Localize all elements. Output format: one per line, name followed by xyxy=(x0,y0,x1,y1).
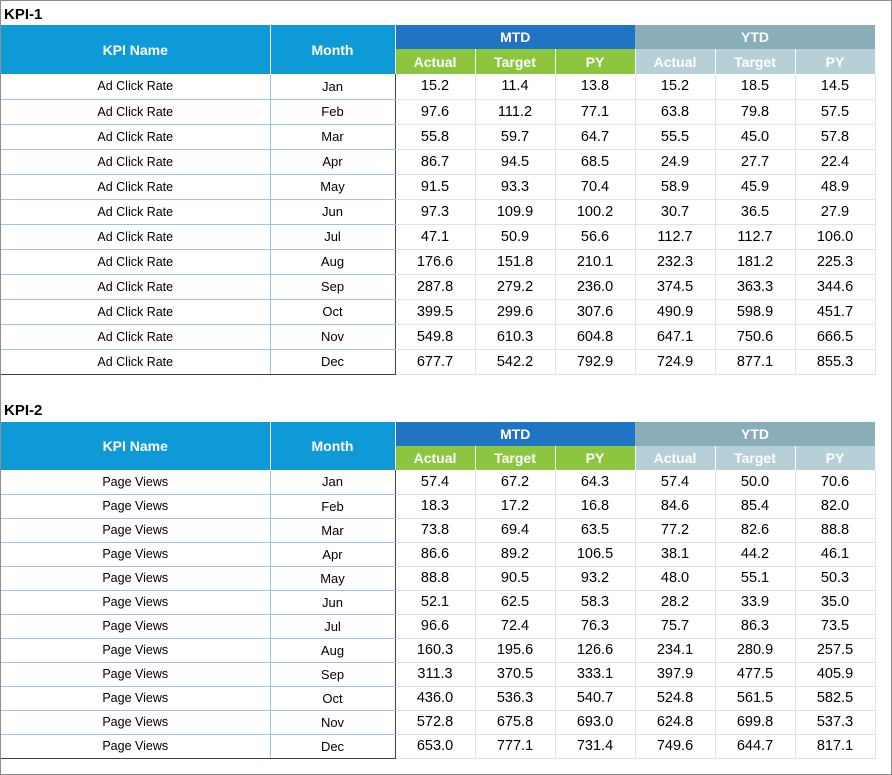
kpi-2-table xyxy=(1,422,876,759)
month-cell[interactable]: Feb xyxy=(270,99,395,124)
mtd-target-cell[interactable]: 536.3 xyxy=(475,686,555,710)
kpi-1-rows xyxy=(1,74,875,374)
mtd-actual-cell[interactable]: 73.8 xyxy=(395,518,475,542)
mtd-py-cell[interactable]: 731.4 xyxy=(555,734,635,758)
mtd-actual-cell[interactable]: 86.7 xyxy=(395,149,475,174)
ytd-actual-cell[interactable]: 397.9 xyxy=(635,662,715,686)
month-cell[interactable]: Oct xyxy=(270,686,395,710)
mtd-py-cell[interactable]: 70.4 xyxy=(555,174,635,199)
month-cell[interactable]: Sep xyxy=(270,662,395,686)
kpi-name-cell[interactable]: Ad Click Rate xyxy=(1,99,270,124)
ytd-py-cell[interactable]: 225.3 xyxy=(795,249,875,274)
mtd-target-header: Target xyxy=(475,49,555,74)
ytd-py-header: PY xyxy=(795,446,875,470)
ytd-actual-cell[interactable]: 647.1 xyxy=(635,324,715,349)
mtd-actual-header: Actual xyxy=(395,446,475,470)
month-cell[interactable]: Jan xyxy=(270,470,395,494)
kpi-name-cell[interactable]: Ad Click Rate xyxy=(1,224,270,249)
ytd-actual-cell[interactable]: 63.8 xyxy=(635,99,715,124)
month-header: Month xyxy=(270,25,395,74)
ytd-actual-cell[interactable]: 524.8 xyxy=(635,686,715,710)
mtd-py-cell[interactable]: 56.6 xyxy=(555,224,635,249)
month-cell[interactable]: Nov xyxy=(270,710,395,734)
kpi-name-cell[interactable]: Ad Click Rate xyxy=(1,199,270,224)
ytd-actual-cell[interactable]: 84.6 xyxy=(635,494,715,518)
kpi-name-cell[interactable]: Page Views xyxy=(1,662,270,686)
ytd-actual-cell[interactable]: 749.6 xyxy=(635,734,715,758)
ytd-header: YTD xyxy=(635,422,875,446)
mtd-target-cell[interactable]: 299.6 xyxy=(475,299,555,324)
ytd-actual-cell[interactable]: 112.7 xyxy=(635,224,715,249)
kpi-name-cell[interactable]: Page Views xyxy=(1,542,270,566)
ytd-py-cell[interactable]: 88.8 xyxy=(795,518,875,542)
mtd-py-cell[interactable]: 77.1 xyxy=(555,99,635,124)
kpi-name-cell[interactable]: Page Views xyxy=(1,734,270,758)
mtd-py-cell[interactable]: 106.5 xyxy=(555,542,635,566)
ytd-target-cell[interactable]: 181.2 xyxy=(715,249,795,274)
ytd-py-cell[interactable]: 57.8 xyxy=(795,124,875,149)
month-cell[interactable]: Jun xyxy=(270,199,395,224)
mtd-actual-cell[interactable]: 97.6 xyxy=(395,99,475,124)
mtd-py-header: PY xyxy=(555,49,635,74)
ytd-py-cell[interactable]: 22.4 xyxy=(795,149,875,174)
mtd-py-cell[interactable]: 64.7 xyxy=(555,124,635,149)
mtd-target-cell[interactable]: 90.5 xyxy=(475,566,555,590)
mtd-py-cell[interactable]: 58.3 xyxy=(555,590,635,614)
mtd-target-cell[interactable]: 89.2 xyxy=(475,542,555,566)
mtd-actual-cell[interactable]: 86.6 xyxy=(395,542,475,566)
month-cell[interactable]: Jun xyxy=(270,590,395,614)
table-row xyxy=(1,124,875,149)
ytd-actual-cell[interactable]: 234.1 xyxy=(635,638,715,662)
ytd-actual-cell[interactable]: 57.4 xyxy=(635,470,715,494)
mtd-target-cell[interactable]: 67.2 xyxy=(475,470,555,494)
table-row xyxy=(1,224,875,249)
mtd-target-cell[interactable]: 69.4 xyxy=(475,518,555,542)
kpi-name-cell[interactable]: Ad Click Rate xyxy=(1,249,270,274)
mtd-py-cell[interactable]: 93.2 xyxy=(555,566,635,590)
kpi-name-cell[interactable]: Page Views xyxy=(1,518,270,542)
ytd-actual-cell[interactable]: 77.2 xyxy=(635,518,715,542)
ytd-actual-cell[interactable]: 48.0 xyxy=(635,566,715,590)
ytd-target-cell[interactable]: 112.7 xyxy=(715,224,795,249)
ytd-py-cell[interactable]: 666.5 xyxy=(795,324,875,349)
ytd-target-cell[interactable]: 699.8 xyxy=(715,710,795,734)
ytd-actual-cell[interactable]: 38.1 xyxy=(635,542,715,566)
mtd-target-cell[interactable]: 11.4 xyxy=(475,74,555,99)
mtd-py-cell[interactable]: 540.7 xyxy=(555,686,635,710)
ytd-py-cell[interactable]: 14.5 xyxy=(795,74,875,99)
ytd-header: YTD xyxy=(635,25,875,49)
mtd-target-header: Target xyxy=(475,446,555,470)
ytd-py-cell[interactable]: 582.5 xyxy=(795,686,875,710)
ytd-target-cell[interactable]: 50.0 xyxy=(715,470,795,494)
kpi-1-table xyxy=(1,25,876,375)
kpi-name-cell[interactable]: Ad Click Rate xyxy=(1,74,270,99)
mtd-header: MTD xyxy=(395,422,635,446)
mtd-actual-cell[interactable]: 18.3 xyxy=(395,494,475,518)
mtd-target-cell[interactable]: 610.3 xyxy=(475,324,555,349)
table-row xyxy=(1,638,875,662)
ytd-py-cell[interactable]: 405.9 xyxy=(795,662,875,686)
ytd-actual-cell[interactable]: 624.8 xyxy=(635,710,715,734)
mtd-py-cell[interactable]: 792.9 xyxy=(555,349,635,374)
table-row xyxy=(1,542,875,566)
mtd-py-cell[interactable]: 604.8 xyxy=(555,324,635,349)
ytd-target-header: Target xyxy=(715,49,795,74)
ytd-py-cell[interactable]: 46.1 xyxy=(795,542,875,566)
month-cell[interactable]: Mar xyxy=(270,124,395,149)
mtd-py-cell[interactable]: 76.3 xyxy=(555,614,635,638)
month-cell[interactable]: Apr xyxy=(270,542,395,566)
table-row xyxy=(1,299,875,324)
mtd-target-cell[interactable]: 17.2 xyxy=(475,494,555,518)
ytd-target-cell[interactable]: 363.3 xyxy=(715,274,795,299)
month-cell[interactable]: Feb xyxy=(270,494,395,518)
mtd-py-cell[interactable]: 333.1 xyxy=(555,662,635,686)
month-cell[interactable]: Aug xyxy=(270,638,395,662)
table-row xyxy=(1,174,875,199)
mtd-actual-cell[interactable]: 97.3 xyxy=(395,199,475,224)
mtd-py-cell[interactable]: 210.1 xyxy=(555,249,635,274)
ytd-py-cell[interactable]: 344.6 xyxy=(795,274,875,299)
mtd-target-cell[interactable]: 72.4 xyxy=(475,614,555,638)
kpi-2-title: KPI-2 xyxy=(4,402,43,419)
ytd-actual-cell[interactable]: 724.9 xyxy=(635,349,715,374)
mtd-actual-cell[interactable]: 55.8 xyxy=(395,124,475,149)
month-cell[interactable]: Sep xyxy=(270,274,395,299)
mtd-target-cell[interactable]: 370.5 xyxy=(475,662,555,686)
table-row xyxy=(1,349,875,374)
ytd-actual-cell[interactable]: 490.9 xyxy=(635,299,715,324)
mtd-target-cell[interactable]: 279.2 xyxy=(475,274,555,299)
mtd-actual-cell[interactable]: 311.3 xyxy=(395,662,475,686)
table-row xyxy=(1,518,875,542)
month-header: Month xyxy=(270,422,395,470)
month-cell[interactable]: May xyxy=(270,566,395,590)
kpi-name-header: KPI Name xyxy=(1,422,270,470)
mtd-actual-header: Actual xyxy=(395,49,475,74)
mtd-target-cell[interactable]: 94.5 xyxy=(475,149,555,174)
table-row xyxy=(1,99,875,124)
table-row xyxy=(1,614,875,638)
ytd-py-cell[interactable]: 35.0 xyxy=(795,590,875,614)
kpi-name-cell[interactable]: Page Views xyxy=(1,494,270,518)
ytd-py-cell[interactable]: 817.1 xyxy=(795,734,875,758)
ytd-target-header: Target xyxy=(715,446,795,470)
ytd-py-cell[interactable]: 855.3 xyxy=(795,349,875,374)
kpi-name-cell[interactable]: Page Views xyxy=(1,638,270,662)
ytd-target-cell[interactable]: 750.6 xyxy=(715,324,795,349)
ytd-target-cell[interactable]: 44.2 xyxy=(715,542,795,566)
mtd-py-cell[interactable]: 16.8 xyxy=(555,494,635,518)
ytd-actual-cell[interactable]: 58.9 xyxy=(635,174,715,199)
ytd-py-cell[interactable]: 106.0 xyxy=(795,224,875,249)
mtd-actual-cell[interactable]: 677.7 xyxy=(395,349,475,374)
ytd-target-cell[interactable]: 86.3 xyxy=(715,614,795,638)
ytd-target-cell[interactable]: 33.9 xyxy=(715,590,795,614)
ytd-py-cell[interactable]: 70.6 xyxy=(795,470,875,494)
mtd-target-cell[interactable]: 675.8 xyxy=(475,710,555,734)
kpi-1-title: KPI-1 xyxy=(4,6,43,23)
mtd-py-cell[interactable]: 63.5 xyxy=(555,518,635,542)
kpi-name-cell[interactable]: Ad Click Rate xyxy=(1,274,270,299)
mtd-actual-cell[interactable]: 52.1 xyxy=(395,590,475,614)
table-row xyxy=(1,662,875,686)
ytd-target-cell[interactable]: 561.5 xyxy=(715,686,795,710)
table-row xyxy=(1,494,875,518)
kpi-name-header: KPI Name xyxy=(1,25,270,74)
mtd-target-cell[interactable]: 109.9 xyxy=(475,199,555,224)
kpi-name-cell[interactable]: Page Views xyxy=(1,590,270,614)
month-cell[interactable]: Apr xyxy=(270,149,395,174)
ytd-py-header: PY xyxy=(795,49,875,74)
kpi-name-cell[interactable]: Ad Click Rate xyxy=(1,149,270,174)
ytd-py-cell[interactable]: 451.7 xyxy=(795,299,875,324)
mtd-target-cell[interactable]: 542.2 xyxy=(475,349,555,374)
mtd-actual-cell[interactable]: 572.8 xyxy=(395,710,475,734)
mtd-target-cell[interactable]: 93.3 xyxy=(475,174,555,199)
month-cell[interactable]: Jul xyxy=(270,614,395,638)
kpi-name-cell[interactable]: Page Views xyxy=(1,566,270,590)
table-row xyxy=(1,686,875,710)
table-row xyxy=(1,324,875,349)
mtd-target-cell[interactable]: 59.7 xyxy=(475,124,555,149)
kpi-name-cell[interactable]: Page Views xyxy=(1,710,270,734)
table-row xyxy=(1,566,875,590)
ytd-target-cell[interactable]: 477.5 xyxy=(715,662,795,686)
ytd-target-cell[interactable]: 877.1 xyxy=(715,349,795,374)
kpi-name-cell[interactable]: Ad Click Rate xyxy=(1,349,270,374)
table-row xyxy=(1,590,875,614)
mtd-py-cell[interactable]: 68.5 xyxy=(555,149,635,174)
mtd-actual-cell[interactable]: 47.1 xyxy=(395,224,475,249)
ytd-target-cell[interactable]: 45.9 xyxy=(715,174,795,199)
ytd-py-cell[interactable]: 73.5 xyxy=(795,614,875,638)
ytd-target-cell[interactable]: 85.4 xyxy=(715,494,795,518)
mtd-target-cell[interactable]: 50.9 xyxy=(475,224,555,249)
month-cell[interactable]: Oct xyxy=(270,299,395,324)
mtd-actual-cell[interactable]: 88.8 xyxy=(395,566,475,590)
mtd-py-cell[interactable]: 693.0 xyxy=(555,710,635,734)
ytd-actual-header: Actual xyxy=(635,49,715,74)
kpi-name-cell[interactable]: Ad Click Rate xyxy=(1,299,270,324)
mtd-target-cell[interactable]: 62.5 xyxy=(475,590,555,614)
mtd-target-cell[interactable]: 151.8 xyxy=(475,249,555,274)
ytd-py-cell[interactable]: 537.3 xyxy=(795,710,875,734)
ytd-py-cell[interactable]: 57.5 xyxy=(795,99,875,124)
ytd-actual-cell[interactable]: 374.5 xyxy=(635,274,715,299)
month-cell[interactable]: Dec xyxy=(270,734,395,758)
ytd-py-cell[interactable]: 82.0 xyxy=(795,494,875,518)
month-cell[interactable]: Dec xyxy=(270,349,395,374)
mtd-py-cell[interactable]: 13.8 xyxy=(555,74,635,99)
mtd-actual-cell[interactable]: 399.5 xyxy=(395,299,475,324)
mtd-py-cell[interactable]: 307.6 xyxy=(555,299,635,324)
mtd-py-header: PY xyxy=(555,446,635,470)
table-row xyxy=(1,74,875,99)
table-row xyxy=(1,149,875,174)
mtd-actual-cell[interactable]: 160.3 xyxy=(395,638,475,662)
ytd-target-cell[interactable]: 18.5 xyxy=(715,74,795,99)
table-row xyxy=(1,734,875,758)
ytd-target-cell[interactable]: 280.9 xyxy=(715,638,795,662)
mtd-target-cell[interactable]: 777.1 xyxy=(475,734,555,758)
kpi-name-cell[interactable]: Ad Click Rate xyxy=(1,124,270,149)
table-row xyxy=(1,274,875,299)
mtd-actual-cell[interactable]: 57.4 xyxy=(395,470,475,494)
ytd-target-cell[interactable]: 27.7 xyxy=(715,149,795,174)
kpi-name-cell[interactable]: Page Views xyxy=(1,470,270,494)
mtd-target-cell[interactable]: 111.2 xyxy=(475,99,555,124)
ytd-actual-cell[interactable]: 30.7 xyxy=(635,199,715,224)
month-cell[interactable]: Mar xyxy=(270,518,395,542)
mtd-target-cell[interactable]: 195.6 xyxy=(475,638,555,662)
ytd-target-cell[interactable]: 644.7 xyxy=(715,734,795,758)
mtd-actual-cell[interactable]: 96.6 xyxy=(395,614,475,638)
mtd-header: MTD xyxy=(395,25,635,49)
mtd-py-cell[interactable]: 100.2 xyxy=(555,199,635,224)
ytd-target-cell[interactable]: 79.8 xyxy=(715,99,795,124)
ytd-actual-header: Actual xyxy=(635,446,715,470)
mtd-actual-cell[interactable]: 287.8 xyxy=(395,274,475,299)
ytd-actual-cell[interactable]: 28.2 xyxy=(635,590,715,614)
mtd-py-cell[interactable]: 236.0 xyxy=(555,274,635,299)
mtd-actual-cell[interactable]: 91.5 xyxy=(395,174,475,199)
ytd-actual-cell[interactable]: 24.9 xyxy=(635,149,715,174)
month-cell[interactable]: May xyxy=(270,174,395,199)
ytd-py-cell[interactable]: 50.3 xyxy=(795,566,875,590)
month-cell[interactable]: Jul xyxy=(270,224,395,249)
month-cell[interactable]: Nov xyxy=(270,324,395,349)
table-row xyxy=(1,199,875,224)
ytd-actual-cell[interactable]: 232.3 xyxy=(635,249,715,274)
ytd-py-cell[interactable]: 27.9 xyxy=(795,199,875,224)
ytd-py-cell[interactable]: 257.5 xyxy=(795,638,875,662)
kpi-name-cell[interactable]: Page Views xyxy=(1,686,270,710)
ytd-target-cell[interactable]: 598.9 xyxy=(715,299,795,324)
month-cell[interactable]: Jan xyxy=(270,74,395,99)
ytd-py-cell[interactable]: 48.9 xyxy=(795,174,875,199)
ytd-actual-cell[interactable]: 15.2 xyxy=(635,74,715,99)
mtd-actual-cell[interactable]: 176.6 xyxy=(395,249,475,274)
ytd-actual-cell[interactable]: 75.7 xyxy=(635,614,715,638)
mtd-actual-cell[interactable]: 549.8 xyxy=(395,324,475,349)
table-row xyxy=(1,249,875,274)
mtd-actual-cell[interactable]: 653.0 xyxy=(395,734,475,758)
ytd-actual-cell[interactable]: 55.5 xyxy=(635,124,715,149)
ytd-target-cell[interactable]: 55.1 xyxy=(715,566,795,590)
kpi-name-cell[interactable]: Ad Click Rate xyxy=(1,174,270,199)
mtd-py-cell[interactable]: 126.6 xyxy=(555,638,635,662)
kpi-name-cell[interactable]: Ad Click Rate xyxy=(1,324,270,349)
ytd-target-cell[interactable]: 36.5 xyxy=(715,199,795,224)
kpi-2-rows xyxy=(1,470,875,758)
table-row xyxy=(1,470,875,494)
mtd-py-cell[interactable]: 64.3 xyxy=(555,470,635,494)
mtd-actual-cell[interactable]: 436.0 xyxy=(395,686,475,710)
month-cell[interactable]: Aug xyxy=(270,249,395,274)
table-row xyxy=(1,710,875,734)
mtd-actual-cell[interactable]: 15.2 xyxy=(395,74,475,99)
kpi-name-cell[interactable]: Page Views xyxy=(1,614,270,638)
ytd-target-cell[interactable]: 45.0 xyxy=(715,124,795,149)
ytd-target-cell[interactable]: 82.6 xyxy=(715,518,795,542)
